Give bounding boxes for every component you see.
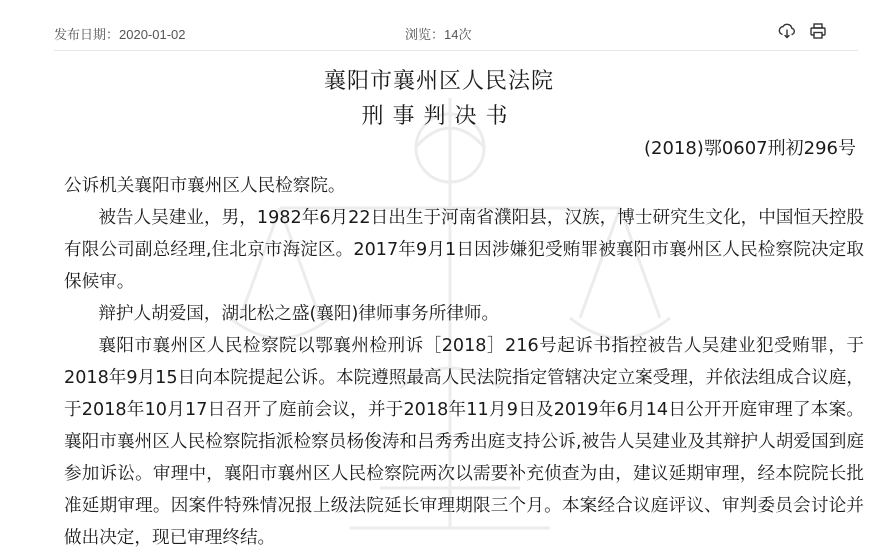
case-number: (2018)鄂0607刑初296号 [643,138,856,159]
view-count: 浏览：14次 [405,27,472,42]
print-icon[interactable] [809,22,827,40]
download-icon[interactable] [778,22,796,40]
header-divider [54,50,858,51]
paragraph-prosecutor: 公诉机关襄阳市襄州区人民检察院。 [64,176,346,196]
judgment-body [64,170,864,554]
publish-date: 发布日期：2020-01-02 [54,27,186,42]
court-name: 襄阳市襄州区人民法院 [323,69,554,94]
paragraph-defendant: 被告人吴建业，男，1982年6月22日出生于河南省濮阳县，汉族，博士研究生文化，中国恒天控股有限公司副总经理,住北京市海淀区。2017年9月1日因涉嫌犯受贿罪被襄阳市襄州区人民检察院决定取保候审。 [64,208,864,292]
document-type-title: 刑事判决书 [361,104,517,129]
paragraph-case-history: 襄阳市襄州区人民检察院以鄂襄州检刑诉［2018］216号起诉书指控被告人吴建业犯受贿罪，于2018年9月15日向本院提起公诉。本院遵照最高人民法院指定管辖决定立案受理，并依法组成合议庭，于2018年10月17日召开了庭前会议，并于2018年11月9日及2019年6月14日公开开庭审理了本案。襄阳市襄州区人民检察院指派检察员杨俊涛和吕秀秀出庭支持公诉,被告人吴建业及其辩护人胡爱国到庭参加诉讼。审理中，襄阳市襄州区人民检察院两次以需要补充侦查为由，建议延期审理，经本院院长批准延期审理。因案件特殊情况报上级法院延长审理期限三个月。本案经合议庭评议、审判委员会讨论并做出决定，现已审理终结。 [64,336,864,548]
paragraph-defense-counsel: 辩护人胡爱国，湖北松之盛(襄阳)律师事务所律师。 [98,304,500,324]
document-meta-bar [0,0,878,52]
